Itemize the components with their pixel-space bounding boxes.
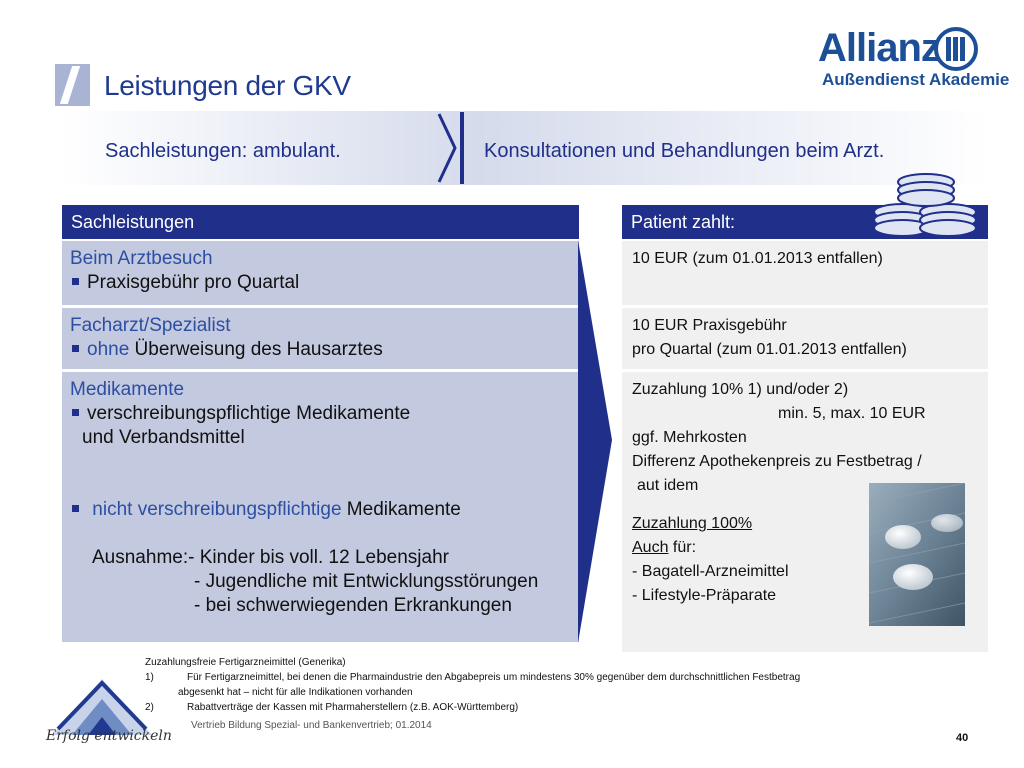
text-line: Zuzahlung 100% (632, 515, 753, 532)
row-medikamente (62, 372, 579, 645)
row-title: Facharzt/Spezialist (70, 315, 231, 336)
bullet-text: Praxisgebühr pro Quartal (87, 272, 300, 293)
footnote-text: Für Fertigarzneimittel, bei denen die Pharmaindustrie den Abgabepreis um mindestens 30% gegenüber dem durchschnittlichen Festbetrag (187, 672, 801, 683)
banner-chevron-icon (436, 112, 458, 184)
text-line: 10 EUR Praxisgebühr (632, 317, 787, 334)
bullet-text: Medikamente (341, 499, 461, 520)
sachleistungen-table (62, 205, 579, 645)
text-line: pro Quartal (zum 01.01.2013 entfallen) (632, 341, 907, 358)
allianz-logo-icon (934, 27, 978, 71)
row-title: Beim Arztbesuch (70, 248, 213, 269)
footnote-text-cont: abgesenkt hat – nicht für alle Indikationen vorhanden (178, 687, 413, 698)
bullet-line (70, 271, 571, 295)
footnote-number: 2) (145, 702, 154, 713)
academy-logo-icon (52, 673, 152, 735)
bullet-text: verschreibungspflichtige Medikamente (87, 403, 411, 424)
row-facharzt-zahlung (622, 308, 988, 372)
bullet-line (70, 338, 571, 362)
text: für: (668, 539, 697, 556)
footnote-text: Rabattverträge der Kassen mit Pharmaherstellern (z.B. AOK-Württemberg) (187, 702, 519, 713)
bullet-text: Überweisung des Hausarztes (129, 339, 383, 360)
bullet-line (70, 498, 571, 522)
arrow-right-icon (578, 240, 614, 643)
emph-text: ohne (87, 339, 130, 360)
footnote-title: Zuzahlungsfreie Fertigarzneimittel (Generika) (145, 657, 346, 668)
bullet-line (70, 402, 571, 426)
text-line: ggf. Mehrkosten (632, 429, 747, 446)
text-line: - Lifestyle-Präparate (632, 587, 777, 604)
text-line: aut idem (637, 477, 699, 494)
emph-text: nicht verschreibungspflichtige (92, 499, 342, 520)
motto-text: Erfolg entwickeln (46, 728, 172, 744)
text-line: Zuzahlung 10% 1) und/oder 2) (632, 381, 849, 398)
footnote-number: 1) (145, 672, 154, 683)
coin-stack-icon (868, 168, 978, 240)
exception-line: - Jugendliche mit Entwicklungsstörungen (194, 571, 539, 592)
text-line: min. 5, max. 10 EUR (778, 405, 926, 422)
allianz-logo-text: Allianz (818, 26, 940, 70)
title-marker (55, 64, 90, 106)
underlined-text: Auch (632, 539, 669, 556)
footnotes (145, 655, 800, 715)
row-facharzt (62, 308, 579, 372)
bullet-text-cont: und Verbandsmittel (82, 427, 245, 448)
exception-line: Ausnahme:- Kinder bis voll. 12 Lebensjahr (92, 547, 449, 568)
text-line: - Bagatell-Arzneimittel (632, 563, 789, 580)
bullet-icon (72, 278, 79, 285)
footer-source: Vertrieb Bildung Spezial- und Bankenvertrieb; 01.2014 (191, 720, 432, 731)
footnote-2 (145, 700, 800, 715)
bullet-icon (72, 505, 79, 512)
footnote-1 (145, 670, 800, 685)
banner-left-text: Sachleistungen: ambulant. (105, 140, 341, 162)
row-arztbesuch (62, 241, 579, 308)
page-title: Leistungen der GKV (104, 70, 351, 101)
bullet-icon (72, 345, 79, 352)
exception-line: - bei schwerwiegenden Erkrankungen (194, 595, 512, 616)
banner-right-text: Konsultationen und Behandlungen beim Arzt. (484, 140, 885, 162)
page-number: 40 (956, 732, 969, 744)
row-title: Medikamente (70, 379, 185, 400)
pills-photo (869, 483, 965, 626)
sachleistungen-header: Sachleistungen (62, 205, 579, 239)
patient-zahlt-header: Patient zahlt: (622, 205, 988, 239)
bullet-icon (72, 409, 79, 416)
row-praxisgebuehr: 10 EUR (zum 01.01.2013 entfallen) (622, 241, 988, 308)
banner-divider (460, 112, 464, 184)
logo-subtitle: Außendienst Akademie (822, 70, 1010, 89)
text-line: Differenz Apothekenpreis zu Festbetrag / (632, 453, 922, 470)
